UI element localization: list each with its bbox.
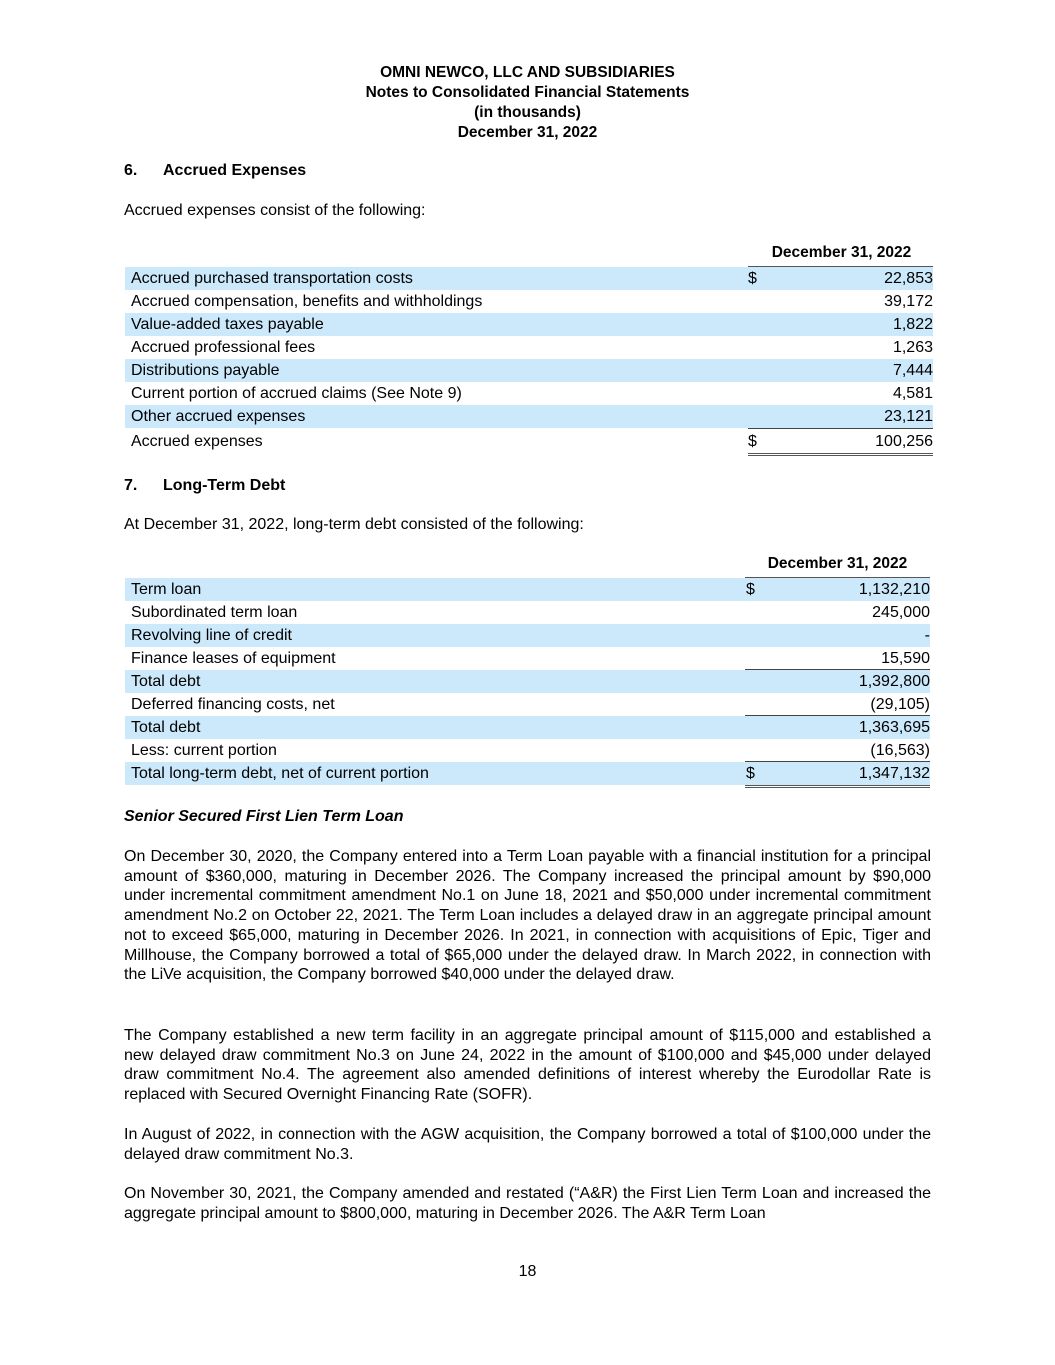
paragraph-3: In August of 2022, in connection with the AGW acquisition, the Company borrowed a total of $100,000 under the delayed draw commitment No.3. (124, 1126, 931, 1163)
subtotal-rule (748, 428, 933, 429)
row-label: Total long-term debt, net of current portion (131, 765, 429, 782)
row-value: 22,853 (884, 270, 933, 287)
table-row (125, 739, 930, 762)
row-value: 1,347,132 (858, 765, 930, 782)
row-label: Distributions payable (131, 362, 280, 379)
row-value: 4,581 (892, 385, 933, 402)
table-row (125, 290, 933, 313)
row-value: (16,563) (870, 742, 930, 759)
note-6-title: Accrued Expenses (163, 162, 307, 179)
note-7-number: 7. (124, 477, 138, 494)
table-row (125, 336, 933, 359)
subsection-heading: Senior Secured First Lien Term Loan (124, 808, 404, 825)
table-row (125, 601, 930, 624)
note-7-title: Long-Term Debt (163, 477, 286, 494)
company-name: OMNI NEWCO, LLC AND SUBSIDIARIES (380, 64, 675, 81)
table-row (125, 359, 933, 382)
row-label: Accrued compensation, benefits and withholdings (131, 293, 483, 310)
row-label: Total debt (131, 673, 201, 690)
note-7-intro: At December 31, 2022, long-term debt consisted of the following: (124, 516, 584, 533)
table-row-subtotal (125, 716, 930, 739)
row-value: 7,444 (892, 362, 933, 379)
currency-symbol: $ (746, 581, 755, 598)
row-value: 1,263 (892, 339, 933, 356)
row-value: 245,000 (872, 604, 930, 621)
row-label: Subordinated term loan (131, 604, 298, 621)
row-label: Accrued expenses (131, 433, 263, 450)
table-row-subtotal (125, 670, 930, 693)
units-note: (in thousands) (474, 104, 581, 121)
statement-date: December 31, 2022 (457, 124, 598, 141)
total-double-rule (745, 785, 930, 788)
column-header: December 31, 2022 (767, 555, 908, 572)
table-row (125, 313, 933, 336)
note-6-heading (124, 162, 306, 180)
row-label: Accrued professional fees (131, 339, 316, 356)
table-row (125, 382, 933, 405)
currency-symbol: $ (746, 765, 755, 782)
statement-title: Notes to Consolidated Financial Statements (365, 84, 690, 101)
paragraph-4: On November 30, 2021, the Company amended and restated (“A&R) the First Lien Term Loan and increased the aggregate principal amount to $800,000, maturing in December 2026. The A&R Term Loan (124, 1185, 931, 1222)
row-label: Deferred financing costs, net (131, 696, 335, 713)
row-value: 15,590 (881, 650, 930, 667)
row-label: Other accrued expenses (131, 408, 306, 425)
table-row (125, 405, 933, 428)
table-row (125, 267, 933, 290)
row-value: (29,105) (870, 696, 930, 713)
paragraph-2: The Company established a new term facility in an aggregate principal amount of $115,000 and established a new delayed draw commitment No.3 on June 24, 2022 in the amount of $100,000 and $45,000 under delayed draw commitment No.4. The agreement also amended definitions of interest whereby the Eurodollar Rate is replaced with Secured Overnight Financing Rate (SOFR). (124, 1027, 931, 1104)
table-row (125, 624, 930, 647)
row-value: 1,392,800 (858, 673, 930, 690)
currency-symbol: $ (748, 270, 757, 287)
table-row-total (125, 762, 930, 785)
column-header: December 31, 2022 (771, 244, 912, 261)
row-label: Revolving line of credit (131, 627, 292, 644)
row-value: 1,363,695 (858, 719, 930, 736)
row-label: Value-added taxes payable (131, 316, 324, 333)
table-row (125, 647, 930, 670)
table-row (125, 693, 930, 716)
currency-symbol: $ (748, 433, 757, 450)
page-header (0, 63, 1055, 143)
row-label: Less: current portion (131, 742, 277, 759)
row-value: 23,121 (884, 408, 933, 425)
note-7-heading (124, 477, 285, 495)
row-value: - (924, 627, 930, 644)
paragraph-1: On December 30, 2020, the Company entered into a Term Loan payable with a financial institution for a principal amount of $360,000, maturing in December 2026. The Company increased the principal amount by $90,000 under incremental commitment amendment No.1 on June 18, 2021 and $50,000 under incremental commitment amendment No.2 on October 22, 2021. The Term Loan includes a delayed draw in an aggregate principal amount not to exceed $65,000, maturing in December 2026. In 2021, in connection with acquisitions of Epic, Tiger and Millhouse, the Company borrowed a total of $65,000 under the delayed draw. In March 2022, in connection with the LiVe acquisition, the Company borrowed $40,000 under the delayed draw. (124, 848, 931, 984)
row-label: Finance leases of equipment (131, 650, 336, 667)
row-value: 1,132,210 (858, 581, 930, 598)
row-value: 100,256 (875, 433, 933, 450)
table-row (125, 578, 930, 601)
note-6-intro: Accrued expenses consist of the following: (124, 202, 426, 219)
row-value: 1,822 (892, 316, 933, 333)
total-double-rule (748, 453, 933, 456)
row-label: Total debt (131, 719, 201, 736)
page-number: 18 (518, 1263, 537, 1280)
row-label: Accrued purchased transportation costs (131, 270, 413, 287)
table-row-total (125, 430, 933, 453)
note-6-number: 6. (124, 162, 138, 179)
row-label: Term loan (131, 581, 202, 598)
row-value: 39,172 (884, 293, 933, 310)
row-label: Current portion of accrued claims (See Note 9) (131, 385, 462, 402)
